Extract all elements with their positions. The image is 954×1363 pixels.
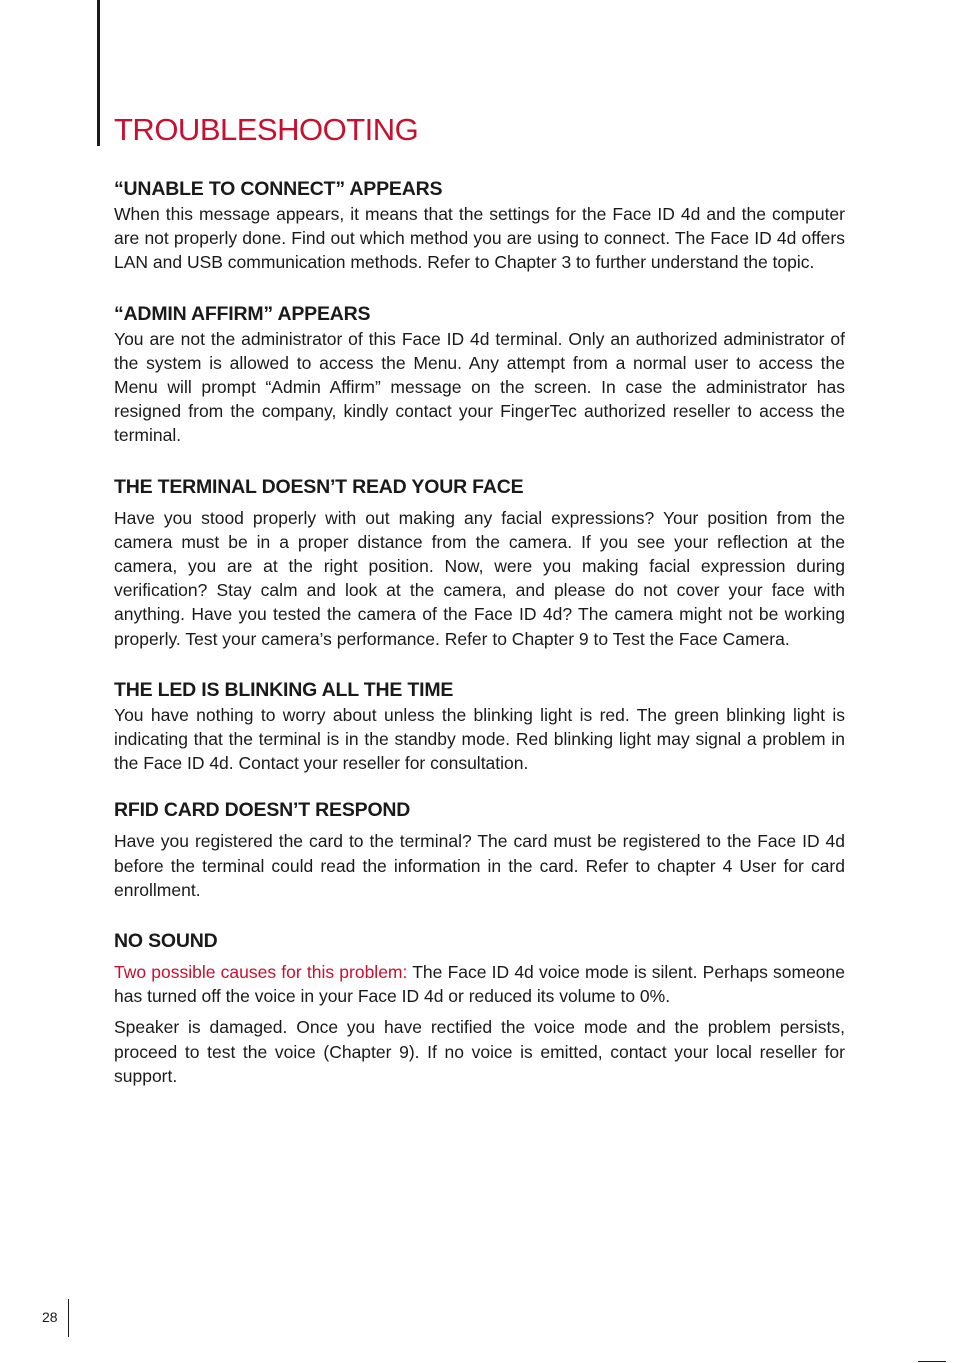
section-heading: “ADMIN AFFIRM” APPEARS (114, 302, 371, 325)
decorative-vertical-bar (97, 0, 100, 146)
section-body: You are not the administrator of this Face ID 4d terminal. Only an authorized administrator of the system is allowed to access the Menu. Any attempt from a normal user to access the Menu will prompt “Admin Affirm” message on the screen. In case the administrator has resigned from the company, kindly contact your FingerTec authorized reseller to access the terminal. (114, 328, 845, 446)
footer-divider (68, 1299, 69, 1337)
section-heading: THE LED IS BLINKING ALL THE TIME (114, 678, 454, 701)
section-rfid-card (114, 797, 845, 902)
section-admin-affirm (114, 301, 845, 448)
section-body: When this message appears, it means that the settings for the Face ID 4d and the computer are not properly done. Find out which method you are using to connect. The Face ID 4d offers LAN and USB communication methods. Refer to Chapter 3 to further understand the topic. (114, 204, 845, 273)
section-heading: RFID CARD DOESN’T RESPOND (114, 799, 411, 822)
causes-text: The Face ID 4d voice mode is silent. Perhaps someone has turned off the voice in your Face ID 4d or reduced its volume to 0%. (114, 962, 845, 1007)
section-body (114, 960, 845, 1008)
section-heading: NO SOUND (114, 930, 218, 953)
section-heading: “UNABLE TO CONNECT” APPEARS (114, 178, 443, 200)
causes-lead: Two possible causes for this problem: (114, 962, 408, 983)
page-number: 28 (42, 1309, 58, 1325)
section-terminal-face (114, 474, 845, 651)
corner-crop-mark (918, 1361, 946, 1362)
section-body: Have you stood properly with out making any facial expressions? Your position from the camera must be in a proper distance from the camera. If you see your reflection at the camera, you are at the right position. Now, were you making facial expression during verification? Stay calm and look at the camera, and please do not cover your face with anything. Have you tested the camera of the Face ID 4d? The camera might not be working properly. Test your camera’s performance. Refer to Chapter 9 to Test the Face Camera. (114, 507, 845, 649)
section-body: Have you registered the card to the terminal? The card must be registered to the Face ID 4d before the terminal could read the information in the card. Refer to chapter 4 User for card enrollment. (114, 831, 845, 900)
section-body-second: Speaker is damaged. Once you have rectified the voice mode and the problem persists, proceed to test the voice (Chapter 9). If no voice is emitted, contact your local reseller for support. (114, 1017, 845, 1086)
section-body: You have nothing to worry about unless the blinking light is red. The green blinking light is indicating that the terminal is in the standby mode. Red blinking light may signal a problem in the Face ID 4d. Contact your reseller for consultation. (114, 704, 845, 774)
content-body (114, 176, 845, 1088)
section-led-blinking (114, 677, 845, 776)
section-no-sound (114, 928, 845, 1088)
section-unable-to-connect (114, 176, 845, 275)
page-title: TROUBLESHOOTING (114, 112, 419, 147)
section-heading: THE TERMINAL DOESN’T READ YOUR FACE (114, 475, 524, 498)
